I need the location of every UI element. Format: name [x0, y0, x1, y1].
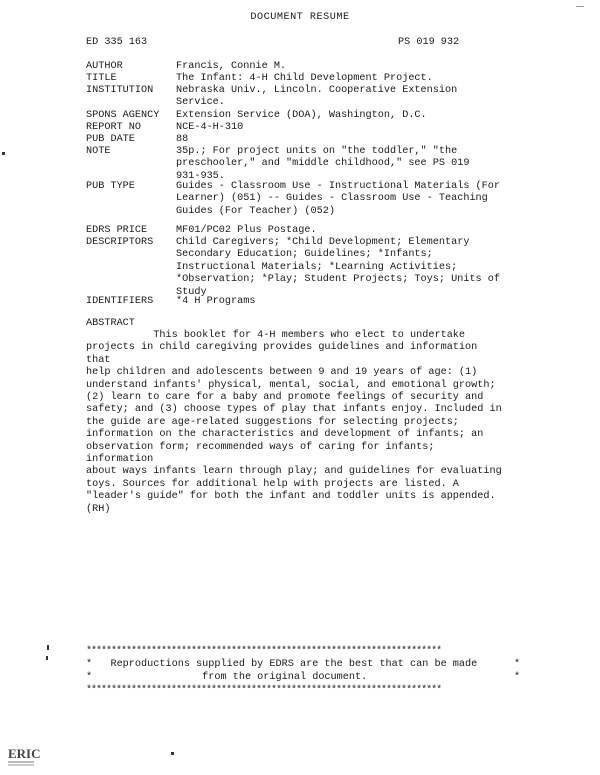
document-title: DOCUMENT RESUME: [250, 12, 350, 23]
reproduction-notice-line2: * from the original document. *: [86, 672, 521, 683]
svg-text:ERIC: ERIC: [8, 746, 41, 761]
scan-speck: [171, 752, 174, 755]
footer-border-top: ***********************************************************************: [86, 646, 442, 657]
field-label: PUB TYPE: [86, 181, 135, 192]
field-label: IDENTIFIERS: [86, 296, 154, 307]
field-label: TITLE: [86, 73, 117, 84]
field-label: NOTE: [86, 146, 111, 157]
reproduction-notice-line1: * Reproductions supplied by EDRS are the best that can be made *: [86, 659, 521, 670]
abstract-text: This booklet for 4-H members who elect to undertake projects in child caregiving provides guidelines and information that help children and adolescents between 9 and 19 years of age: (1) understand infants' physical, mental, social, and emotional growth; (2) learn to care for a baby and promote feelings of security and safety; and (3) choose types of play that infants enjoy. Included in the guide are age-related suggestions for selecting projects; information on the characteristics and development of infants; an observation form; recommended ways of caring for infants; information about ways infants learn through play; and guidelines for evaluating toys. Sources for additional help with projects are listed. A "leader's guide" for both the infant and toddler units is appended. (RH): [86, 330, 502, 515]
scan-speck: [2, 152, 5, 155]
eric-logo: [6, 742, 41, 768]
field-value: NCE-4-H-310: [176, 122, 244, 133]
scan-speck: [47, 645, 49, 650]
scan-speck: [46, 656, 48, 660]
ed-number: ED 335 163: [86, 37, 148, 48]
field-label: INSTITUTION: [86, 85, 154, 96]
abstract-heading: ABSTRACT: [86, 318, 135, 329]
field-label: SPONS AGENCY: [86, 110, 160, 121]
field-label: REPORT NO: [86, 122, 142, 133]
field-value: The Infant: 4-H Child Development Project.: [176, 73, 433, 84]
footer-border-bottom: ***********************************************************************: [86, 685, 442, 696]
field-value: 35p.; For project units on "the toddler," "the preschooler," and "middle childhood," see PS 019 931-935.: [176, 146, 470, 182]
field-label: AUTHOR: [86, 61, 123, 72]
field-value: Child Caregivers; *Child Development; Elementary Secondary Education; Guidelines; *Infants; Instructional Materials; *Learning Activities; *Observation; *Play; Student Projects; Toys; Units of Study: [176, 237, 501, 298]
field-label: DESCRIPTORS: [86, 237, 154, 248]
field-value: 88: [176, 134, 189, 145]
field-value: *4 H Programs: [176, 296, 256, 307]
scan-speck: [576, 6, 584, 7]
ps-number: PS 019 932: [398, 37, 460, 48]
field-value: Francis, Connie M.: [176, 61, 287, 72]
field-label: EDRS PRICE: [86, 225, 148, 236]
field-value: MF01/PC02 Plus Postage.: [176, 225, 317, 236]
field-value: Guides - Classroom Use - Instructional Materials (For Learner) (051) -- Guides - Classroom Use - Teaching Guides (For Teacher) (052): [176, 181, 501, 217]
field-value: Extension Service (DOA), Washington, D.C.: [176, 110, 427, 121]
field-label: PUB DATE: [86, 134, 135, 145]
field-value: Nebraska Univ., Lincoln. Cooperative Extension Service.: [176, 85, 458, 109]
